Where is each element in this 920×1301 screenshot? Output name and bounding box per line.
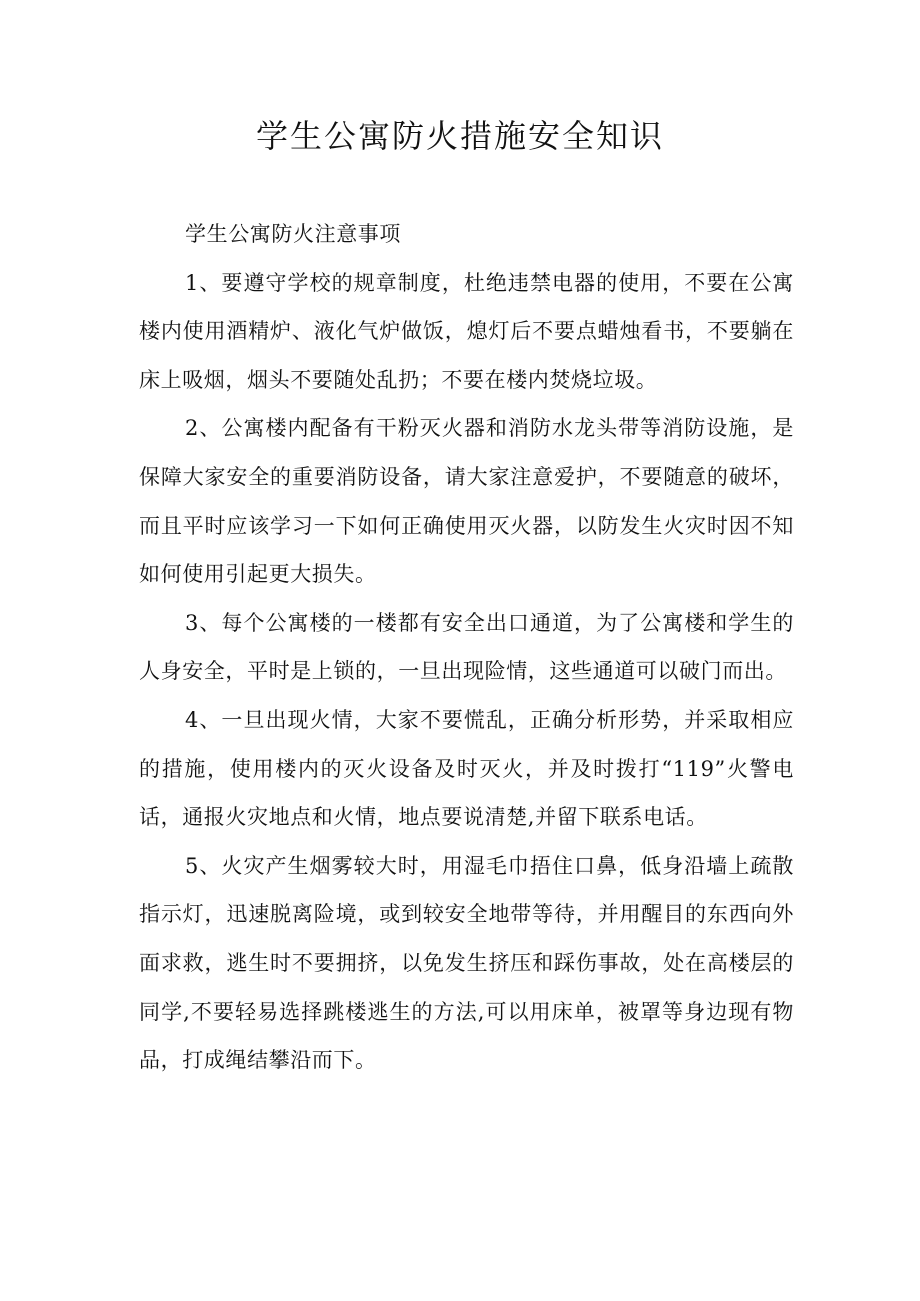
document-body <box>139 210 794 1085</box>
page-title: 学生公寓防火措施安全知识 <box>255 117 664 155</box>
paragraph-4: 4、一旦出现火情，大家不要慌乱，正确分析形势，并采取相应的措施，使用楼内的灭火设备及时灭火，并及时拨打“119”火警电话，通报火灾地点和火情，地点要说清楚,并留下联系电话。 <box>139 707 794 830</box>
section-heading: 学生公寓防火注意事项 <box>185 222 401 246</box>
paragraph-3: 3、每个公寓楼的一楼都有安全出口通道，为了公寓楼和学生的人身安全，平时是上锁的，一旦出现险情，这些通道可以破门而出。 <box>139 610 794 684</box>
paragraph-1: 1、要遵守学校的规章制度，杜绝违禁电器的使用，不要在公寓楼内使用酒精炉、液化气炉做饭，熄灯后不要点蜡烛看书，不要躺在床上吸烟，烟头不要随处乱扔；不要在楼内焚烧垃圾。 <box>139 270 794 392</box>
paragraph-5: 5、火灾产生烟雾较大时，用湿毛巾捂住口鼻，低身沿墙上疏散指示灯，迅速脱离险境，或到较安全地带等待，并用醒目的东西向外面求救，逃生时不要拥挤，以免发生挤压和踩伤事故，处在高楼层的同学,不要轻易选择跳楼逃生的方法,可以用床单，被罩等身边现有物品，打成绳结攀沿而下。 <box>139 853 794 1073</box>
paragraph-2: 2、公寓楼内配备有干粉灭火器和消防水龙头带等消防设施，是保障大家安全的重要消防设备，请大家注意爱护，不要随意的破坏，而且平时应该学习一下如何正确使用灭火器，以防发生火灾时因不知如何使用引起更大损失。 <box>139 416 794 587</box>
